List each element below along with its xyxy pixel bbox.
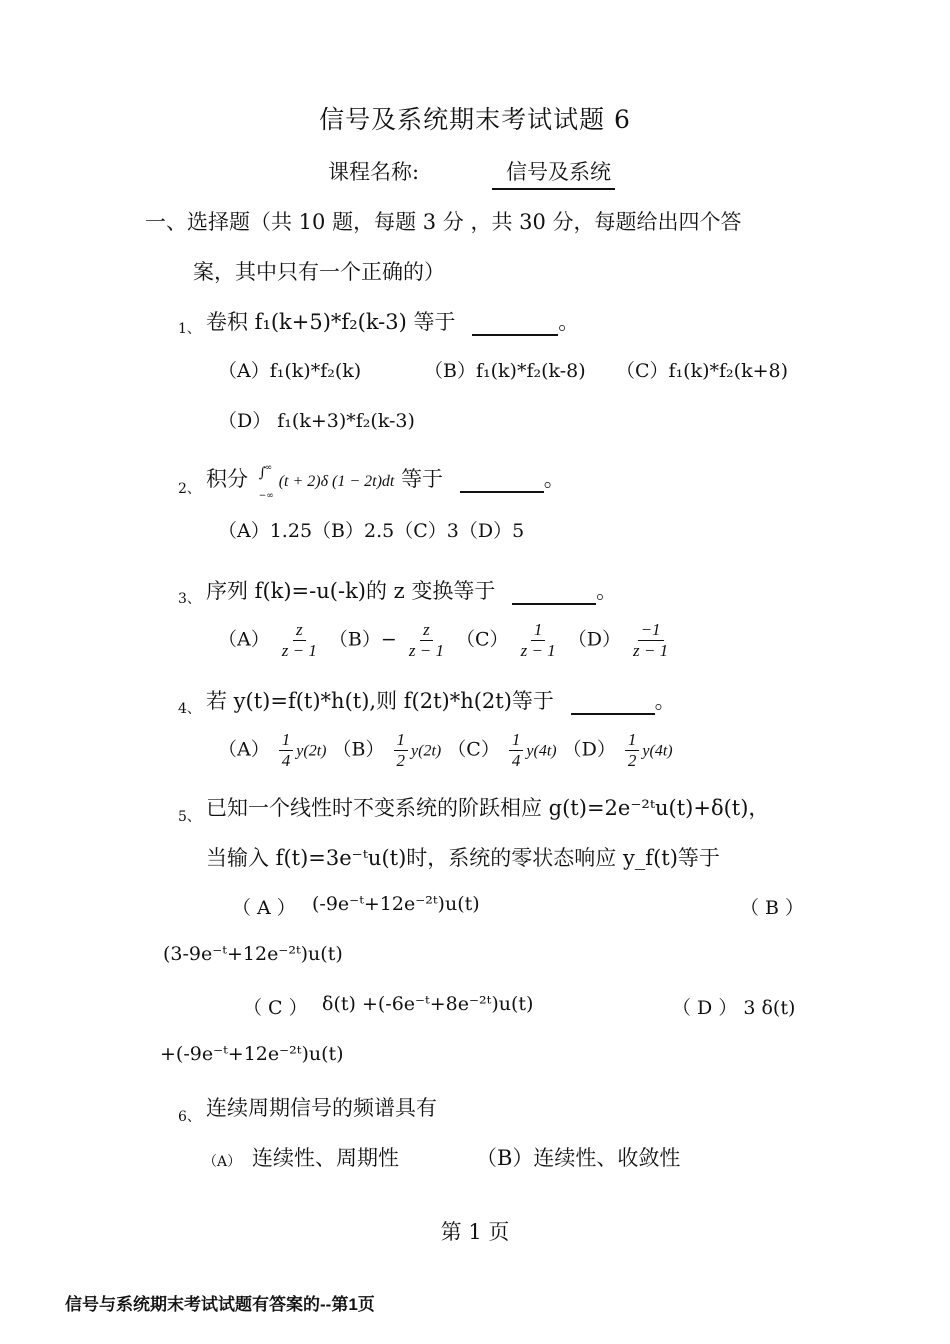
question-number: 4、 bbox=[178, 701, 201, 717]
question-6-stem: 连续周期信号的频谱具有 bbox=[206, 1096, 437, 1120]
option-c: δ(t) +(-6e⁻ᵗ+8e⁻²ᵗ)u(t) bbox=[322, 993, 534, 1015]
numerator: 1 bbox=[279, 730, 294, 751]
numerator: 1 bbox=[625, 730, 640, 751]
answer-blank bbox=[460, 469, 544, 493]
question-4-options bbox=[218, 730, 673, 771]
section-heading-line1: 一、选择题（共 10 题，每题 3 分 ，共 30 分，每题给出四个答 bbox=[145, 210, 742, 234]
option-a-label: （A） bbox=[218, 738, 270, 761]
answer-blank bbox=[571, 691, 655, 715]
option-c: （C）f₁(k)*f₂(k+8) bbox=[616, 360, 789, 382]
numerator: z bbox=[293, 620, 306, 641]
fraction-d bbox=[630, 620, 671, 661]
option-d-label: （D） bbox=[562, 738, 616, 761]
option-b-label: （ B ） bbox=[740, 897, 805, 919]
denominator: 4 bbox=[511, 751, 521, 770]
question-4-text: 若 y(t)=f(t)*h(t),则 f(2t)*h(2t)等于 bbox=[206, 689, 554, 713]
fraction-b bbox=[394, 730, 409, 771]
option-a: (-9e⁻ᵗ+12e⁻²ᵗ)u(t) bbox=[312, 893, 480, 915]
option-d-label: （ D ） 3 δ(t) bbox=[672, 997, 796, 1019]
course-label: 课程名称: bbox=[328, 160, 420, 184]
denominator: z − 1 bbox=[408, 641, 444, 660]
question-5-line2: 当输入 f(t)=3e⁻ᵗu(t)时，系统的零状态响应 y_f(t)等于 bbox=[206, 846, 720, 870]
denominator: z − 1 bbox=[281, 641, 317, 660]
numerator: z bbox=[420, 620, 433, 641]
page-number: 第 1 页 bbox=[440, 1220, 510, 1244]
denominator: 2 bbox=[396, 751, 406, 770]
option-a: 连续性、周期性 bbox=[252, 1146, 399, 1170]
fraction-a bbox=[279, 730, 294, 771]
question-3-stem bbox=[206, 575, 617, 605]
section-heading-line2: 案，其中只有一个正确的） bbox=[193, 260, 445, 284]
numerator: 1 bbox=[531, 620, 546, 641]
fraction-c bbox=[509, 730, 524, 771]
option-b: (3-9e⁻ᵗ+12e⁻²ᵗ)u(t) bbox=[163, 943, 343, 965]
fraction-b bbox=[406, 620, 447, 661]
question-1-text: 卷积 f₁(k+5)*f₂(k-3) 等于 bbox=[206, 310, 456, 334]
option-a-expr: y(2t) bbox=[296, 742, 327, 760]
option-a-label: （A） bbox=[218, 628, 270, 651]
option-b-expr: y(2t) bbox=[411, 742, 442, 760]
option-b-label: （B） bbox=[332, 738, 385, 761]
integral-sign: ∫ bbox=[258, 464, 266, 481]
question-2-options: （A）1.25（B）2.5（C）3（D）5 bbox=[218, 520, 525, 542]
option-b-label: （B） bbox=[328, 628, 381, 651]
option-a-label: （A） bbox=[203, 1154, 242, 1170]
fraction-c bbox=[518, 620, 559, 661]
question-3-options bbox=[218, 620, 674, 661]
question-2-text: 积分 bbox=[206, 467, 248, 491]
numerator: 1 bbox=[394, 730, 409, 751]
denominator: z − 1 bbox=[633, 641, 669, 660]
integrand: (t + 2)δ (1 − 2t)dt bbox=[278, 473, 395, 490]
numerator: −1 bbox=[638, 620, 664, 641]
course-name: 信号及系统 bbox=[492, 156, 615, 190]
denominator: z − 1 bbox=[520, 641, 556, 660]
option-c-label: （C） bbox=[456, 628, 509, 651]
denominator: 4 bbox=[281, 751, 291, 770]
question-end: 。 bbox=[543, 467, 565, 491]
question-number: 5、 bbox=[178, 809, 201, 825]
question-end: 。 bbox=[558, 310, 580, 334]
answer-blank bbox=[512, 581, 596, 605]
option-c-label: （C） bbox=[447, 738, 500, 761]
question-end: 。 bbox=[654, 689, 676, 713]
question-end: 。 bbox=[596, 579, 618, 603]
question-number: 6、 bbox=[178, 1109, 201, 1125]
fraction-d bbox=[625, 730, 640, 771]
option-c-label: （ C ） bbox=[243, 997, 308, 1019]
option-b: （B）连续性、收敛性 bbox=[476, 1146, 681, 1170]
option-d-expr: y(4t) bbox=[642, 742, 673, 760]
minus-sign: − bbox=[380, 628, 397, 651]
denominator: 2 bbox=[627, 751, 637, 770]
fraction-a bbox=[279, 620, 320, 661]
option-c-expr: y(4t) bbox=[526, 742, 557, 760]
document-footer: 信号与系统期末考试试题有答案的--第1页 bbox=[65, 1295, 375, 1314]
integral-upper: ∞ bbox=[264, 462, 273, 473]
option-b: （B）f₁(k)*f₂(k-8) bbox=[424, 360, 586, 382]
option-a-label: （ A ） bbox=[232, 897, 296, 919]
question-1-stem bbox=[206, 306, 579, 336]
question-2-stem bbox=[206, 462, 565, 501]
numerator: 1 bbox=[509, 730, 524, 751]
question-3-text: 序列 f(k)=-u(-k)的 z 变换等于 bbox=[206, 579, 496, 603]
integral-lower: −∞ bbox=[258, 490, 274, 501]
answer-blank bbox=[472, 312, 558, 336]
option-d-label: （D） bbox=[567, 628, 621, 651]
page-title: 信号及系统期末考试试题 6 bbox=[319, 105, 631, 134]
option-a: （A）f₁(k)*f₂(k) bbox=[218, 360, 362, 382]
option-d: （D） f₁(k+3)*f₂(k-3) bbox=[218, 410, 415, 432]
question-number: 1、 bbox=[178, 321, 201, 337]
option-d: +(-9e⁻ᵗ+12e⁻²ᵗ)u(t) bbox=[160, 1043, 344, 1065]
question-2-post: 等于 bbox=[401, 467, 444, 491]
question-number: 3、 bbox=[178, 591, 201, 607]
integral-symbol bbox=[255, 462, 279, 501]
question-number: 2、 bbox=[178, 481, 201, 497]
question-5-line1: 已知一个线性时不变系统的阶跃相应 g(t)=2e⁻²ᵗu(t)+δ(t)， bbox=[206, 796, 770, 820]
question-4-stem bbox=[206, 685, 676, 715]
